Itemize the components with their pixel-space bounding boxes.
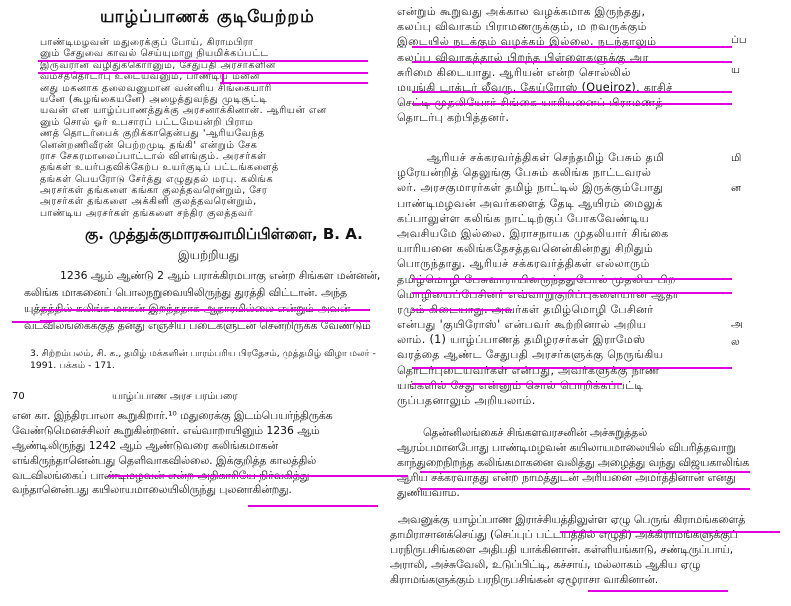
highlight-underline bbox=[412, 278, 732, 280]
text-line: தொடர்புடையவர்கள் என்பது, அவர்களுக்கு நாண bbox=[397, 363, 660, 377]
text-line: செட்டி முதலியோர் சிங்கை யாரியனைப் பிராமணத் bbox=[397, 96, 664, 110]
text-line: லர். அரசகுமாரர்கள் தமிழ் நாட்டில் இருக்கும்போது bbox=[397, 181, 664, 195]
text-line: அரசர்கள் தங்களை கங்கா குலத்தவரென்றும், சேர bbox=[40, 185, 268, 197]
text-line: யாரியனை கலிங்கதேசத்தவனென்கின்றது சிறிதும் bbox=[397, 242, 654, 256]
highlight-underline bbox=[560, 531, 780, 533]
text-line: கலப்பு விவாகம் பிராமணருக்கும், ம றவருக்கும் bbox=[397, 20, 647, 34]
text-line: என்றும் கூறுவது அக்கால வழக்கமாக இருந்தது, bbox=[397, 5, 646, 18]
text-line: பாண்டிமழவன் மதுரைக்குப் போய், கிராமபிரா bbox=[40, 37, 254, 48]
text-line: ணத் தொடர்பைக் குறிக்காதென்பது 'ஆரியவேந்த bbox=[40, 128, 265, 140]
page-title: யாழ்ப்பாணக் குடியேற்றம் bbox=[100, 7, 315, 27]
text-line: வம்சத்தொடர்பு உடையவனும், பாண்டிய மன்ன bbox=[40, 71, 260, 83]
text-line: ஆரம்பமானபோது பாண்டிமழவன் கயிலாயமாலையில் விபரித்தவாறு bbox=[397, 440, 736, 454]
text-line: கலப்பு விவாகத்தால் பிறந்த பிள்ளைகளுக்கு அர bbox=[397, 50, 649, 64]
right-paragraph-1 bbox=[397, 4, 727, 126]
text-line: தங்கள் உயர்பதவிக்கேற்ப உயர்குடிப் பட்டங்களைத் bbox=[40, 162, 279, 174]
text-line: னும் சேதுவை காவல் செய்யுமாறு நியமிக்கப்பட்ட bbox=[40, 48, 269, 60]
text-line: எங்கிருந்தானென்பது தெளிவாகவில்லை. இக்குறித்த காலத்தில் bbox=[12, 453, 317, 467]
highlight-underline bbox=[38, 60, 368, 62]
highlight-underline bbox=[108, 475, 408, 477]
text-line: தாமிராசானக்செய்து (செப்புப் பட்டயத்தில் எழுதி) அக்கிராமங்களுக்குப் bbox=[390, 527, 738, 541]
text-line: துணியவாம். bbox=[397, 485, 460, 499]
text-line: பாண்டிய அரசர்கள் தங்களை சந்திர குலத்தவர் bbox=[40, 207, 254, 219]
text-line: இடையில் நடக்கும் வழக்கம் இல்லை. நடந்தாலும் bbox=[397, 35, 657, 49]
margin-fragment: ன bbox=[731, 182, 742, 194]
text-line: தொடர்பு கற்பித்தனர். bbox=[397, 111, 510, 125]
margin-fragment: ல bbox=[731, 336, 740, 348]
highlight-underline bbox=[40, 309, 370, 311]
margin-fragment: மி bbox=[731, 152, 742, 164]
highlight-underline bbox=[412, 309, 512, 311]
text-line: தென்னிலங்கைச் சிங்களவரசனின் அச்சுறுத்தல் bbox=[423, 426, 648, 439]
text-line: அவனுக்கு யாழ்ப்பாண இராச்சியத்திலுள்ள ஏழு பெருங் கிராமங்களைத் bbox=[398, 513, 746, 526]
page-number: 70 bbox=[12, 391, 25, 402]
text-line: ழரேயன்றித் தெலுங்கு பேசும் கலிங்க நாட்டவரல் bbox=[397, 166, 652, 180]
text-line: மயங்கி டாக்டர் லீவரு, கேய்ரோஸ் (Queiroz), காசிச் bbox=[397, 80, 673, 94]
highlight-underline bbox=[38, 72, 368, 74]
text-line: யுத்தத்தில் கலிங்க மாகன் இறந்ததாக ஆதாரமில்லை என்றும் அவன் bbox=[24, 302, 351, 315]
text-line: ஆரியச் சக்கரவர்த்திகள் செந்தமிழ் பேசும் தமி bbox=[427, 151, 665, 164]
text-line: ஆரிய சக்கரவாதது என்ற நாமத்துடன் அரியனை அமர்த்தினான் எனது bbox=[397, 470, 736, 484]
text-line: தங்கள் பெயரோடு சேர்த்து எழுதுதல் மரபு. கலிங்க bbox=[40, 173, 274, 185]
text-line: வரத்தை ஆண்ட சேதுபதி அரசர்களுக்கு நெருங்கிய bbox=[397, 348, 664, 362]
highlight-underline bbox=[412, 367, 732, 369]
highlight-underline bbox=[588, 590, 728, 592]
highlight-underline bbox=[420, 488, 750, 490]
highlight-underline bbox=[412, 91, 732, 93]
text-line: லாம். (1) யாழ்ப்பாணத் தமிழரசர்கள் இராமேஸ் bbox=[397, 333, 646, 347]
text-line: யவன் என யாழ்ப்பாணத்துக்கு அரசனாக்கினான். ஆரியன் என bbox=[40, 105, 327, 117]
text-line: என கா. இந்திரபாலா கூறுகிறார்.¹⁰ மதுரைக்கு இடம்பெயர்ந்திருக்க bbox=[12, 409, 333, 422]
footnote: 3. சிற்றம்பலம், சி. க., தமிழ் மக்களின் பாரம்பரிய பிரதேசம், முத்தமிழ் விழா மலர் - 1991. பக்கம் - 171. bbox=[30, 348, 376, 371]
highlight-underline bbox=[412, 103, 732, 105]
highlight-underline bbox=[412, 292, 732, 294]
text-line: கலிங்க மாகனைப் பொலநறுவையிலிருந்து துரத்தி விட்டான். அந்த bbox=[24, 285, 348, 299]
text-line: யங்களில் சேது என்னும் சொல் பொறிக்கப்பட்டி bbox=[397, 378, 644, 392]
highlight-underline bbox=[420, 471, 750, 473]
text-line: மொழியைப்பேசினர் எவ்வாறுகுறிப்புகளையான ஆதா bbox=[397, 287, 680, 301]
text-line: னது மகனாக தலைவனுமான வன்னிய சிங்கையாரி bbox=[40, 82, 272, 94]
text-line: வடவிலங்கைக்குத் தனது எஞ்சிய படைகளுடன் சென்றிருக்க வேண்டும் bbox=[24, 318, 371, 332]
highlight-underline bbox=[248, 505, 378, 507]
text-line: வடவிலங்கைப் பாண்டிமழவன் என்ற அதிகாரியே நிர்வகித்து bbox=[12, 468, 310, 482]
text-line: பாண்டிமழவன் அவர்களைத் தேடி ஆயிரம் மைலுக் bbox=[397, 196, 663, 210]
text-line: கப்பாலுள்ள கலிங்க நாட்டிற்குப் போகவேண்டிய bbox=[397, 211, 650, 225]
right-paragraph-4 bbox=[390, 513, 788, 587]
highlight-underline bbox=[412, 46, 732, 48]
text-line: அவசியமே இல்லை. இராசநாயக முதலியார் சிங்கை bbox=[397, 226, 669, 240]
text-line: என்பது 'குயிரோஸ்' என்பவர் கூற்றினால் அறிய bbox=[397, 318, 647, 332]
text-line: யனே (கூழங்கையனே) அழைத்துவந்து முடிசூட்டி bbox=[40, 93, 268, 105]
middle-paragraph bbox=[24, 268, 380, 334]
text-line: வேண்டுமெனச்சிலர் கூறுகின்றனர். எவ்வாறாயினும் 1236 ஆம் bbox=[12, 423, 320, 437]
text-line: சுரிமை கிடையாது. ஆரியன் என்ற சொல்லில் bbox=[397, 65, 631, 79]
text-line: னென்றணிவீரன் பெற்றமுடி தங்கி' என்றும் சேக bbox=[40, 139, 258, 151]
text-line: 1236 ஆம் ஆண்டு 2 ஆம் பராக்கிரமபாகு என்ற சிங்கள மன்னன், bbox=[60, 269, 380, 282]
text-line: காந்துறைநிறந்த கலிங்கமாகனை வலித்து அழைத்து வந்து விஜயகாலிங்க bbox=[397, 455, 750, 469]
lower-left-paragraph bbox=[12, 409, 384, 498]
text-line: வந்தானென்பது கயிலாயமாலையிலிருந்து புலனாகின்றது. bbox=[12, 483, 292, 497]
text-line: னும் சொல் ஓர் உபசாரப் பட்டமேயன்றி பிராம bbox=[40, 116, 254, 128]
running-header: யாழ்ப்பாண அரச பரம்பரை bbox=[112, 391, 238, 402]
top-left-paragraph bbox=[40, 37, 378, 219]
highlight-underline bbox=[412, 383, 622, 385]
text-line: ருப்பதனாலும் அறியலாம். bbox=[397, 394, 536, 407]
highlight-underline bbox=[412, 61, 732, 63]
margin-fragment: ய bbox=[731, 64, 741, 76]
text-line: ஆண்டிலிருந்து 1242 ஆம் ஆண்டுவரை கலிங்கமாகன் bbox=[12, 438, 278, 452]
margin-fragment: அ bbox=[731, 318, 743, 330]
text-line: பொருந்தாது. ஆரியச் சக்கரவர்த்திகள் எல்லாரும் bbox=[397, 257, 650, 271]
highlight-underline bbox=[220, 82, 368, 84]
highlight-underline bbox=[222, 72, 224, 82]
text-line: அரசர்கள் தங்களை அக்கினி குலத்தவரென்றும், bbox=[40, 196, 257, 208]
highlight-underline bbox=[40, 320, 370, 322]
subtitle: இயற்றியது bbox=[178, 248, 240, 262]
text-line: தமிழ்மொழி பேசுவாராயினருந்ததுபோல் முதலிய பிற bbox=[397, 272, 676, 286]
text-line: ரமும் கிடையாது. அவர்கள் தமிழ்மொழி பேசினர் bbox=[397, 302, 654, 316]
text-line: பரநிருபசிங்களை அதிபதி யாக்கினான். கள்ளியங்காடு, சண்டிருப்பாய், bbox=[390, 542, 734, 556]
text-line: இருவரான வழிதுக்கொர்னும், சேதுபதி அரசர்களின் bbox=[40, 59, 276, 71]
margin-fragment: ப்ப bbox=[731, 34, 747, 46]
author-name: கு. முத்துக்குமாரசுவாமிப்பிள்ளை, B. A. bbox=[85, 225, 363, 243]
text-line: ராச சேகரமாலைப்பாட்டால் விளங்கும். அரசர்கள் bbox=[40, 150, 267, 162]
text-line: அராலி, அச்சுவேலி, உடுப்பிட்டி, கச்சாய், மல்லாகம் ஆகிய ஏழு bbox=[390, 557, 701, 571]
text-line: கிராமங்களுக்கும் பரநிருபசிங்கன் ஏழூராசா வாகினான். bbox=[390, 572, 659, 586]
highlight-underline bbox=[12, 321, 52, 323]
